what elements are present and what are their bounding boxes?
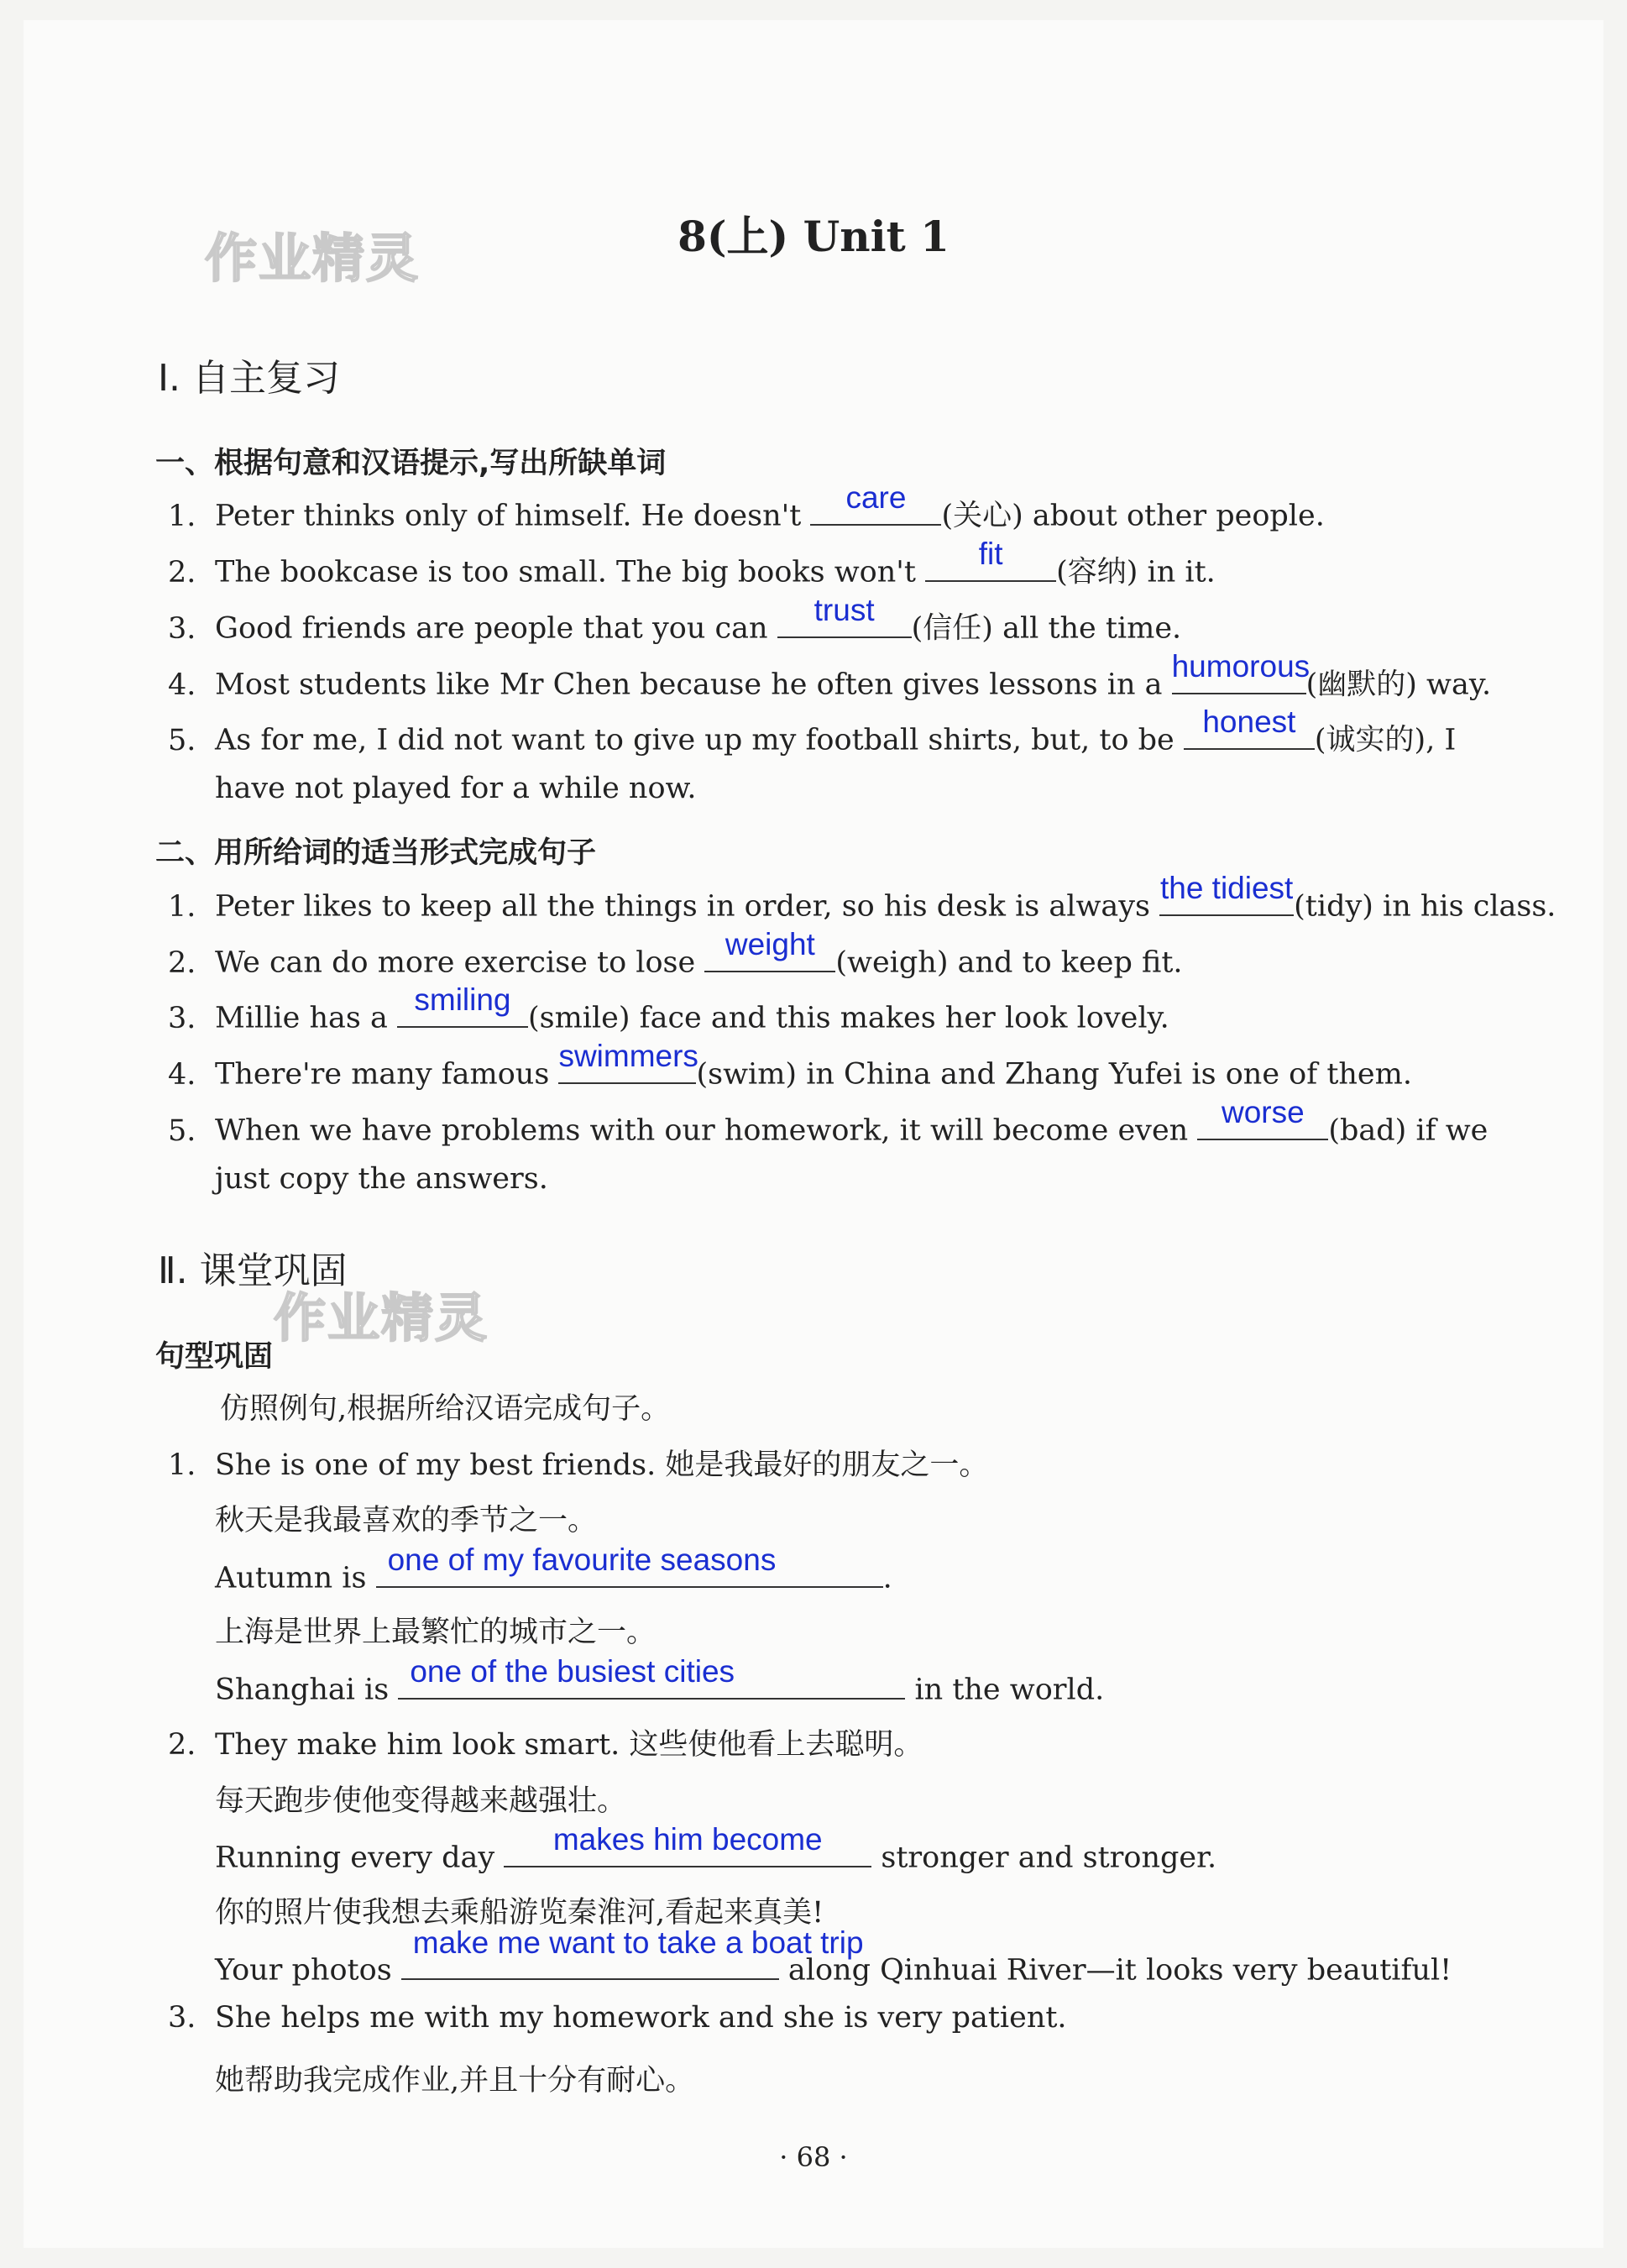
chinese-prompt: 秋天是我最喜欢的季节之一。: [215, 1504, 598, 1537]
handwritten-answer: humorous: [1171, 649, 1310, 684]
answer-blank[interactable]: [704, 927, 835, 972]
handwritten-answer: trust: [814, 593, 875, 628]
handwritten-answer: one of the busiest cities: [410, 1654, 735, 1689]
example-sentence: 2. They make him look smart. 这些使他看上去聪明。: [168, 1728, 923, 1762]
question-line: 1. Peter thinks only of himself. He doesn't care (关心) about other people.: [168, 480, 1325, 533]
example-sentence: 3. She helps me with my homework and she is very patient.: [168, 2001, 1067, 2035]
answer-blank[interactable]: [1184, 704, 1315, 750]
handwritten-answer: smiling: [414, 982, 511, 1018]
handwritten-answer: honest: [1202, 704, 1296, 740]
answer-blank[interactable]: [810, 480, 941, 526]
question-line: 4. Most students like Mr Chen because he often gives lessons in a humorous (幽默的) way.: [168, 649, 1492, 702]
translation-line: Your photos make me want to take a boat trip along Qinhuai River—it looks very beautiful!: [215, 1925, 1452, 1988]
part-heading: 一、根据句意和汉语提示,写出所缺单词: [155, 447, 667, 480]
page-title: 8(上) Unit 1: [677, 212, 950, 261]
watermark-logo: 作业精灵: [205, 228, 421, 289]
handwritten-answer: fit: [978, 537, 1003, 572]
question-line: 4. There're many famous swimmers (swim) in China and Zhang Yufei is one of them.: [168, 1039, 1412, 1092]
question-line: 5. As for me, I did not want to give up my football shirts, but, to be honest (诚实的), I: [168, 704, 1457, 757]
page-number: · 68 ·: [779, 2141, 848, 2173]
example-sentence: 1. She is one of my best friends. 她是我最好的朋友之一。: [168, 1448, 989, 1482]
instruction: 仿照例句,根据所给汉语完成句子。: [220, 1392, 671, 1426]
answer-blank[interactable]: [397, 982, 528, 1028]
question-line: 3. Good friends are people that you can trust (信任) all the time.: [168, 593, 1182, 646]
question-line: 3. Millie has a smiling (smile) face and this makes her look lovely.: [168, 982, 1169, 1035]
answer-blank[interactable]: [1159, 871, 1294, 916]
answer-blank[interactable]: [777, 593, 912, 638]
translation-line: Autumn is one of my favourite seasons .: [215, 1543, 892, 1595]
answer-blank[interactable]: [504, 1822, 871, 1867]
answer-blank[interactable]: [1197, 1095, 1328, 1140]
question-line: 2. We can do more exercise to lose weight (weigh) and to keep fit.: [168, 927, 1183, 980]
handwritten-answer: make me want to take a boat trip: [412, 1925, 864, 1961]
translation-line: Shanghai is one of the busiest cities in the world.: [215, 1654, 1105, 1707]
section-heading: Ⅰ. 自主复习: [158, 357, 340, 400]
answer-blank[interactable]: [925, 537, 1056, 582]
question-line: 2. The bookcase is too small. The big books won't fit (容纳) in it.: [168, 537, 1216, 589]
chinese-prompt: 你的照片使我想去乘船游览秦淮河,看起来真美!: [215, 1896, 824, 1930]
translation-line: Running every day makes him become stronger and stronger.: [215, 1822, 1217, 1875]
answer-blank[interactable]: [1171, 649, 1310, 694]
handwritten-answer: one of my favourite seasons: [387, 1543, 777, 1578]
answer-blank[interactable]: [398, 1654, 905, 1700]
question-continuation: have not played for a while now.: [215, 772, 697, 805]
part-heading: 二、用所给词的适当形式完成句子: [155, 836, 597, 870]
handwritten-answer: worse: [1221, 1095, 1305, 1130]
chinese-prompt: 她帮助我完成作业,并且十分有耐心。: [215, 2064, 695, 2098]
chinese-prompt: 上海是世界上最繁忙的城市之一。: [215, 1616, 657, 1649]
section-heading: Ⅱ. 课堂巩固: [158, 1249, 348, 1292]
question-line: 5. When we have problems with our homework, it will become even worse (bad) if we: [168, 1095, 1488, 1148]
chinese-prompt: 每天跑步使他变得越来越强壮。: [215, 1784, 627, 1818]
question-line: 1. Peter likes to keep all the things in order, so his desk is always the tidiest (tidy) in his class.: [168, 871, 1556, 924]
watermark-logo: 作业精灵: [274, 1287, 489, 1349]
handwritten-answer: weight: [725, 927, 815, 962]
handwritten-answer: makes him become: [552, 1822, 823, 1857]
answer-blank[interactable]: [558, 1039, 698, 1084]
part-heading: 句型巩固: [155, 1340, 274, 1374]
handwritten-answer: swimmers: [558, 1039, 698, 1074]
handwritten-answer: the tidiest: [1159, 871, 1294, 906]
question-continuation: just copy the answers.: [215, 1162, 548, 1196]
answer-blank[interactable]: [401, 1925, 864, 1980]
answer-blank[interactable]: [376, 1543, 883, 1588]
handwritten-answer: care: [845, 480, 907, 516]
